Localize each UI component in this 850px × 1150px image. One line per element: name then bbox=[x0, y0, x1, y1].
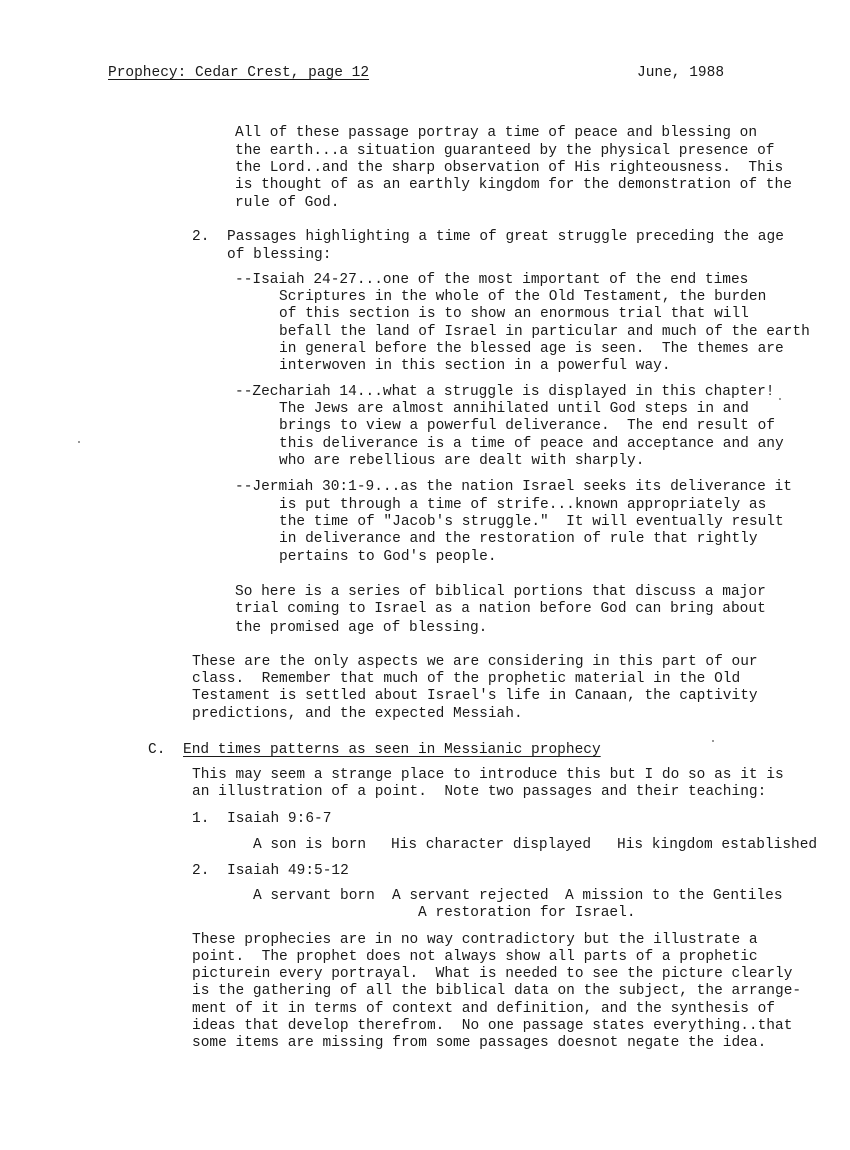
item-heading-line: of blessing: bbox=[227, 247, 332, 263]
entry-lead: --Zechariah 14...what a struggle is displayed in this chapter! bbox=[235, 384, 775, 400]
passage-theme: A servant rejected bbox=[392, 888, 549, 904]
text-line: interwoven in this section in a powerful way. bbox=[279, 358, 671, 374]
passage-theme: A restoration for Israel. bbox=[418, 905, 636, 921]
passage-ref: Isaiah 49:5-12 bbox=[227, 863, 349, 879]
text-line: rule of God. bbox=[235, 195, 340, 211]
text-line: These prophecies are in no way contradictory but the illustrate a bbox=[192, 932, 758, 948]
scan-speck bbox=[712, 740, 714, 742]
text-line: trial coming to Israel as a nation before God can bring about bbox=[235, 601, 766, 617]
text-line: This may seem a strange place to introduce this but I do so as it is bbox=[192, 767, 784, 783]
text-line: class. Remember that much of the prophetic material in the Old bbox=[192, 671, 741, 687]
text-line: the time of "Jacob's struggle." It will eventually result bbox=[279, 514, 784, 530]
text-line: of this section is to show an enormous trial that will bbox=[279, 306, 749, 322]
text-line: The Jews are almost annihilated until God steps in and bbox=[279, 401, 749, 417]
page-header-date: June, 1988 bbox=[637, 65, 725, 81]
passage-number: 2. bbox=[192, 863, 210, 879]
text-line: ment of it in terms of context and definition, and the synthesis of bbox=[192, 1001, 775, 1017]
text-line: is thought of as an earthly kingdom for the demonstration of the bbox=[235, 177, 792, 193]
text-line: an illustration of a point. Note two passages and their teaching: bbox=[192, 784, 767, 800]
text-line: All of these passage portray a time of peace and blessing on bbox=[235, 125, 758, 141]
text-line: some items are missing from some passages doesnot negate the idea. bbox=[192, 1035, 767, 1051]
text-line: Scriptures in the whole of the Old Testament, the burden bbox=[279, 289, 767, 305]
text-line: this deliverance is a time of peace and acceptance and any bbox=[279, 436, 784, 452]
text-line: point. The prophet does not always show all parts of a prophetic bbox=[192, 949, 758, 965]
entry-lead: --Isaiah 24-27...one of the most important of the end times bbox=[235, 272, 749, 288]
page-header-title: Prophecy: Cedar Crest, page 12 bbox=[108, 65, 370, 81]
text-line: pertains to God's people. bbox=[279, 549, 497, 565]
passage-theme: His kingdom established bbox=[617, 837, 818, 853]
text-line: brings to view a powerful deliverance. The end result of bbox=[279, 418, 775, 434]
passage-theme: A mission to the Gentiles bbox=[565, 888, 783, 904]
text-line: is the gathering of all the biblical data on the subject, the arrange- bbox=[192, 983, 802, 999]
passage-theme: His character displayed bbox=[391, 837, 592, 853]
section-letter: C. bbox=[148, 742, 166, 758]
text-line: ideas that develop therefrom. No one passage states everything..that bbox=[192, 1018, 793, 1034]
text-line: in deliverance and the restoration of rule that rightly bbox=[279, 531, 758, 547]
text-line: These are the only aspects we are considering in this part of our bbox=[192, 654, 758, 670]
text-line: predictions, and the expected Messiah. bbox=[192, 706, 523, 722]
passage-number: 1. bbox=[192, 811, 210, 827]
passage-theme: A son is born bbox=[253, 837, 367, 853]
text-line: befall the land of Israel in particular and much of the earth bbox=[279, 324, 810, 340]
item-heading-line: Passages highlighting a time of great struggle preceding the age bbox=[227, 229, 784, 245]
text-line: So here is a series of biblical portions that discuss a major bbox=[235, 584, 766, 600]
entry-lead: --Jermiah 30:1-9...as the nation Israel seeks its deliverance it bbox=[235, 479, 792, 495]
scan-speck bbox=[78, 441, 80, 443]
item-number: 2. bbox=[192, 229, 210, 245]
text-line: picturein every portrayal. What is needed to see the picture clearly bbox=[192, 966, 793, 982]
scan-speck bbox=[779, 398, 781, 400]
text-line: is put through a time of strife...known appropriately as bbox=[279, 497, 767, 513]
text-line: the Lord..and the sharp observation of His righteousness. This bbox=[235, 160, 784, 176]
passage-theme: A servant born bbox=[253, 888, 375, 904]
text-line: in general before the blessed age is seen. The themes are bbox=[279, 341, 784, 357]
text-line: the earth...a situation guaranteed by the physical presence of bbox=[235, 143, 775, 159]
text-line: the promised age of blessing. bbox=[235, 620, 488, 636]
section-title: End times patterns as seen in Messianic prophecy bbox=[183, 742, 601, 758]
text-line: Testament is settled about Israel's life in Canaan, the captivity bbox=[192, 688, 758, 704]
text-line: who are rebellious are dealt with sharply. bbox=[279, 453, 645, 469]
passage-ref: Isaiah 9:6-7 bbox=[227, 811, 332, 827]
